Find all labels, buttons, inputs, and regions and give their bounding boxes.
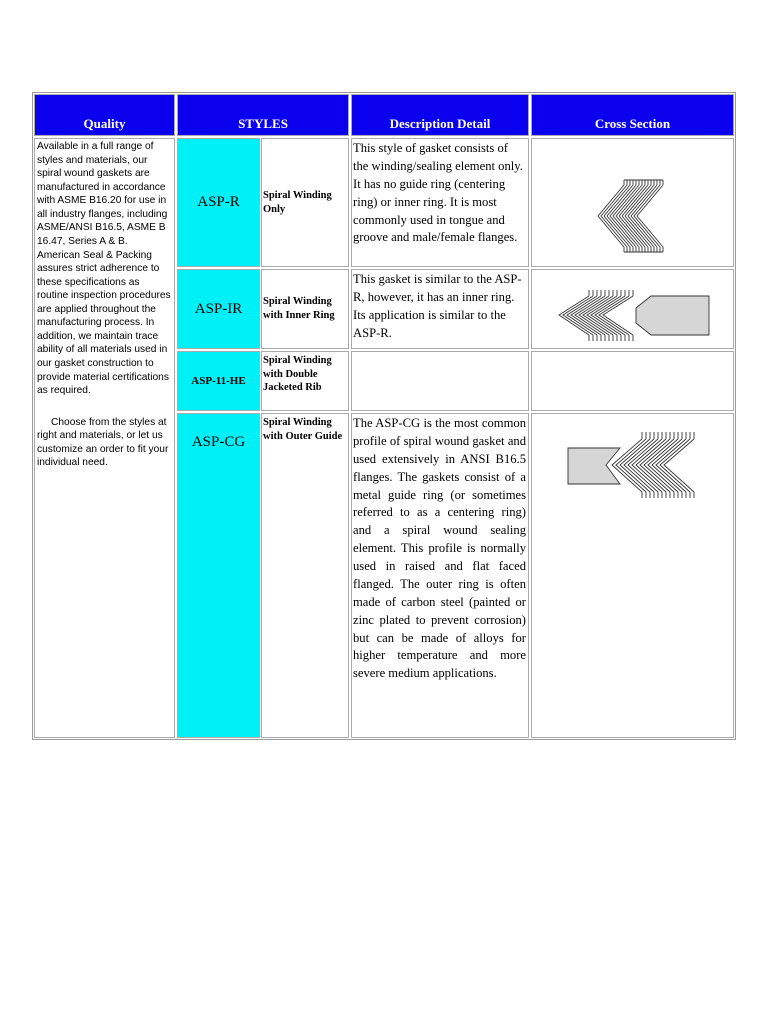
style-code-label: ASP-IR [194,300,243,317]
description-asp-cg [351,413,529,738]
description-text: The ASP-CG is the most common profile of spiral wound gasket and used extensively in ANSI B16.5 flanges. The gaskets consist of a metal guide ring (or sometimes referred to as a centering ring) and a spiral wound sealing element. This profile is normally used in raised and flat faced flanged. The outer ring is often made of carbon steel (painted or zinc plated to prevent corrosion) but can be made of alloys for higher temperature and more severe medium applications. [353,416,526,681]
header-cross-section [531,94,734,136]
style-code-asp-cg [177,413,260,738]
cross-section-asp-r [531,138,734,267]
style-name-asp-r [261,138,349,267]
style-code-asp-r [177,138,260,267]
quality-description [34,138,175,738]
style-name-asp-ir [261,269,349,349]
style-name-label: Spiral Winding with Outer Guide [263,417,343,442]
header-quality-label: Quality [83,116,126,131]
description-asp-11-he [351,351,529,411]
spiral-winding-outer-guide-diagram-icon [532,426,732,506]
header-quality [34,94,175,136]
style-name-asp-cg [261,413,349,738]
style-name-label: Spiral Winding with Inner Ring [263,296,335,321]
description-asp-r [351,138,529,267]
gasket-styles-table [32,92,736,740]
style-name-asp-11-he [261,351,349,411]
header-description [351,94,529,136]
style-code-label: ASP-11-HE [191,375,246,387]
cross-section-asp-cg [531,413,734,738]
description-asp-ir [351,269,529,349]
style-code-asp-11-he [177,351,260,411]
cross-section-asp-11-he [531,351,734,411]
header-cross-section-label: Cross Section [594,116,671,131]
spiral-winding-inner-ring-diagram-icon [533,271,733,347]
spiral-winding-only-diagram-icon [533,140,733,265]
style-name-label: Spiral Winding with Double Jacketed Rib [263,355,332,394]
quality-paragraph-1: Available in a full range of styles and materials, our spiral wound gaskets are manufactured in accordance with ASME B16.20 for use in all industry flanges, including ASME/ANSI B16.5, ASME B 16.47, Series A & B. American Seal & Packing assures strict adherence to these specifications as routine inspection procedures are applied throughout the manufacturing process. In addition, we maintain trace ability of all materials used in our gasket construction to provide material certifications as required. [37,141,171,397]
style-name-label: Spiral Winding Only [263,189,332,215]
quality-paragraph-2: Choose from the styles at right and materials, or let us customize an order to fit your individual need. [37,416,169,469]
style-code-label: ASP-R [197,194,240,210]
style-code-asp-ir [177,269,260,349]
description-text: This style of gasket consists of the winding/sealing element only. It has no guide ring (centering ring) or inner ring. It is most commonly used in tongue and groove and male/female flanges. [353,141,523,245]
header-styles-label: STYLES [238,116,288,131]
header-description-label: Description Detail [389,116,491,131]
style-code-label: ASP-CG [191,434,246,450]
header-styles [177,94,349,136]
cross-section-asp-ir [531,269,734,349]
description-text: This gasket is similar to the ASP-R, however, it has an inner ring. Its application is similar to the ASP-R. [353,272,522,340]
